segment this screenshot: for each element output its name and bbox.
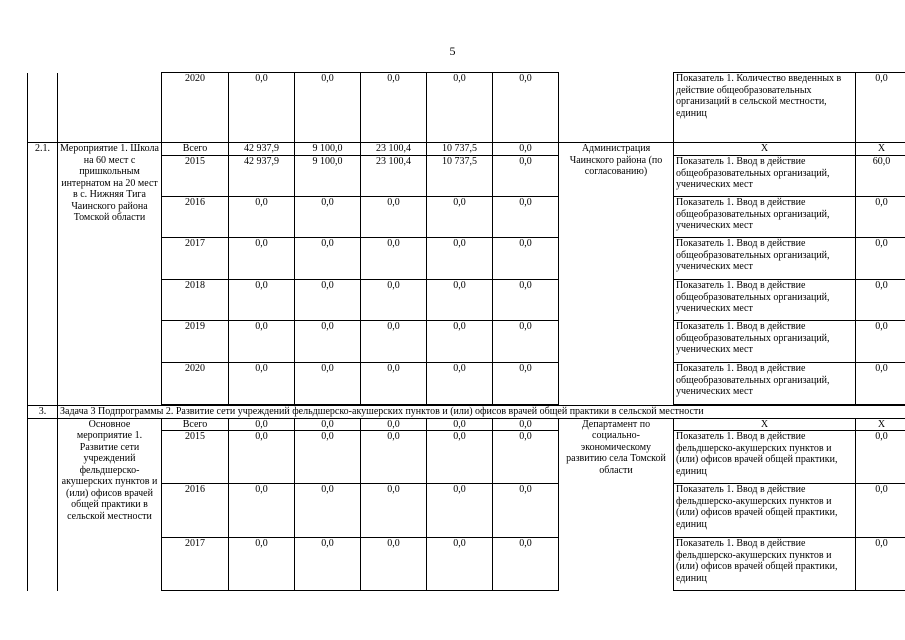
- indicator-cell: Показатель 1. Ввод в действие общеобразовательных организаций, ученических мест: [674, 363, 856, 405]
- value-cell: 0,0: [427, 321, 493, 363]
- value-cell: 10 737,5: [427, 143, 493, 156]
- value-cell: 0,0: [295, 538, 361, 591]
- value-cell: 0,0: [427, 73, 493, 143]
- table-row: [28, 143, 905, 156]
- year-cell: Всего: [162, 143, 229, 156]
- indicator-cell: Х: [674, 143, 856, 156]
- value-cell: 0,0: [361, 363, 427, 405]
- value-cell: 0,0: [361, 321, 427, 363]
- value-cell: 0,0: [493, 431, 559, 484]
- year-cell: 2017: [162, 538, 229, 591]
- executor-cell: [559, 73, 674, 143]
- value-cell: 0,0: [229, 418, 295, 431]
- value-cell: 0,0: [493, 143, 559, 156]
- indicator-value-cell: 0,0: [856, 280, 905, 321]
- value-cell: 23 100,4: [361, 156, 427, 197]
- value-cell: 0,0: [361, 538, 427, 591]
- value-cell: 0,0: [295, 418, 361, 431]
- year-cell: 2016: [162, 484, 229, 538]
- value-cell: 0,0: [295, 73, 361, 143]
- value-cell: 0,0: [427, 484, 493, 538]
- indicator-value-cell: 0,0: [856, 538, 905, 591]
- value-cell: 0,0: [427, 431, 493, 484]
- program-table: [27, 72, 905, 591]
- value-cell: 9 100,0: [295, 156, 361, 197]
- value-cell: 0,0: [361, 73, 427, 143]
- value-cell: 0,0: [295, 280, 361, 321]
- value-cell: 0,0: [229, 73, 295, 143]
- indicator-value-cell: 0,0: [856, 73, 905, 143]
- year-cell: 2015: [162, 156, 229, 197]
- value-cell: 9 100,0: [295, 143, 361, 156]
- indicator-value-cell: 60,0: [856, 156, 905, 197]
- year-cell: 2019: [162, 321, 229, 363]
- indicator-cell: Показатель 1. Ввод в действие общеобразовательных организаций, ученических мест: [674, 197, 856, 238]
- value-cell: 0,0: [493, 238, 559, 280]
- table-row: [28, 73, 905, 143]
- row-number-cell: [28, 418, 58, 591]
- value-cell: 0,0: [361, 431, 427, 484]
- value-cell: 0,0: [493, 280, 559, 321]
- value-cell: 0,0: [295, 238, 361, 280]
- event-name-cell: [58, 73, 162, 143]
- value-cell: 10 737,5: [427, 156, 493, 197]
- value-cell: 0,0: [361, 280, 427, 321]
- year-cell: 2020: [162, 363, 229, 405]
- value-cell: 0,0: [361, 418, 427, 431]
- indicator-value-cell: 0,0: [856, 363, 905, 405]
- indicator-cell: Показатель 1. Ввод в действие общеобразовательных организаций, ученических мест: [674, 321, 856, 363]
- value-cell: 0,0: [493, 73, 559, 143]
- indicator-value-cell: 0,0: [856, 238, 905, 280]
- value-cell: 0,0: [295, 431, 361, 484]
- value-cell: 0,0: [493, 538, 559, 591]
- indicator-cell: Х: [674, 418, 856, 431]
- value-cell: 0,0: [361, 197, 427, 238]
- value-cell: 0,0: [295, 363, 361, 405]
- value-cell: 0,0: [427, 197, 493, 238]
- value-cell: 42 937,9: [229, 156, 295, 197]
- section-title-cell: Задача 3 Подпрограммы 2. Развитие сети учреждений фельдшерско-акушерских пунктов и (или) офисов врачей общей практики в сельской местности: [58, 406, 905, 419]
- indicator-cell: Показатель 1. Ввод в действие фельдшерско-акушерских пунктов и (или) офисов врачей общей практики, единиц: [674, 538, 856, 591]
- value-cell: 0,0: [229, 363, 295, 405]
- year-cell: 2015: [162, 431, 229, 484]
- event-name-cell: Мероприятие 1. Школа на 60 мест с пришкольным интернатом на 20 мест в с. Нижняя Тига Чаинского района Томской области: [58, 143, 162, 406]
- value-cell: 0,0: [427, 363, 493, 405]
- value-cell: 42 937,9: [229, 143, 295, 156]
- row-number-cell: 2.1.: [28, 143, 58, 406]
- value-cell: 0,0: [229, 431, 295, 484]
- year-cell: 2017: [162, 238, 229, 280]
- value-cell: 0,0: [295, 484, 361, 538]
- event-name-cell: Основное мероприятие 1. Развитие сети учреждений фельдшерско-акушерских пунктов и (или) офисов врачей общей практики в сельской местности: [58, 418, 162, 591]
- indicator-value-cell: 0,0: [856, 431, 905, 484]
- value-cell: 0,0: [427, 538, 493, 591]
- indicator-cell: Показатель 1. Количество введенных в действие общеобразовательных организаций в сельской местности, единиц: [674, 73, 856, 143]
- value-cell: 0,0: [493, 156, 559, 197]
- value-cell: 0,0: [493, 321, 559, 363]
- indicator-cell: Показатель 1. Ввод в действие общеобразовательных организаций, ученических мест: [674, 238, 856, 280]
- indicator-value-cell: 0,0: [856, 197, 905, 238]
- year-cell: 2020: [162, 73, 229, 143]
- executor-cell: Департамент по социально-экономическому развитию села Томской области: [559, 418, 674, 591]
- value-cell: 0,0: [229, 238, 295, 280]
- value-cell: 0,0: [229, 280, 295, 321]
- indicator-value-cell: Х: [856, 143, 905, 156]
- table-row: [28, 406, 905, 419]
- executor-cell: Администрация Чаинского района (по согласованию): [559, 143, 674, 406]
- value-cell: 23 100,4: [361, 143, 427, 156]
- value-cell: 0,0: [427, 418, 493, 431]
- indicator-cell: Показатель 1. Ввод в действие общеобразовательных организаций, ученических мест: [674, 280, 856, 321]
- value-cell: 0,0: [361, 238, 427, 280]
- table-row: [28, 418, 905, 431]
- value-cell: 0,0: [229, 197, 295, 238]
- indicator-value-cell: 0,0: [856, 484, 905, 538]
- row-number-cell: 3.: [28, 406, 58, 419]
- year-cell: 2018: [162, 280, 229, 321]
- page-number: 5: [449, 44, 456, 58]
- row-number-cell: [28, 73, 58, 143]
- value-cell: 0,0: [493, 197, 559, 238]
- value-cell: 0,0: [493, 418, 559, 431]
- value-cell: 0,0: [229, 484, 295, 538]
- value-cell: 0,0: [361, 484, 427, 538]
- value-cell: 0,0: [295, 321, 361, 363]
- value-cell: 0,0: [295, 197, 361, 238]
- indicator-cell: Показатель 1. Ввод в действие фельдшерско-акушерских пунктов и (или) офисов врачей общей практики, единиц: [674, 484, 856, 538]
- indicator-cell: Показатель 1. Ввод в действие фельдшерско-акушерских пунктов и (или) офисов врачей общей практики, единиц: [674, 431, 856, 484]
- indicator-value-cell: 0,0: [856, 321, 905, 363]
- value-cell: 0,0: [427, 238, 493, 280]
- year-cell: Всего: [162, 418, 229, 431]
- indicator-cell: Показатель 1. Ввод в действие общеобразовательных организаций, ученических мест: [674, 156, 856, 197]
- year-cell: 2016: [162, 197, 229, 238]
- value-cell: 0,0: [493, 363, 559, 405]
- value-cell: 0,0: [229, 538, 295, 591]
- value-cell: 0,0: [229, 321, 295, 363]
- value-cell: 0,0: [493, 484, 559, 538]
- value-cell: 0,0: [427, 280, 493, 321]
- indicator-value-cell: Х: [856, 418, 905, 431]
